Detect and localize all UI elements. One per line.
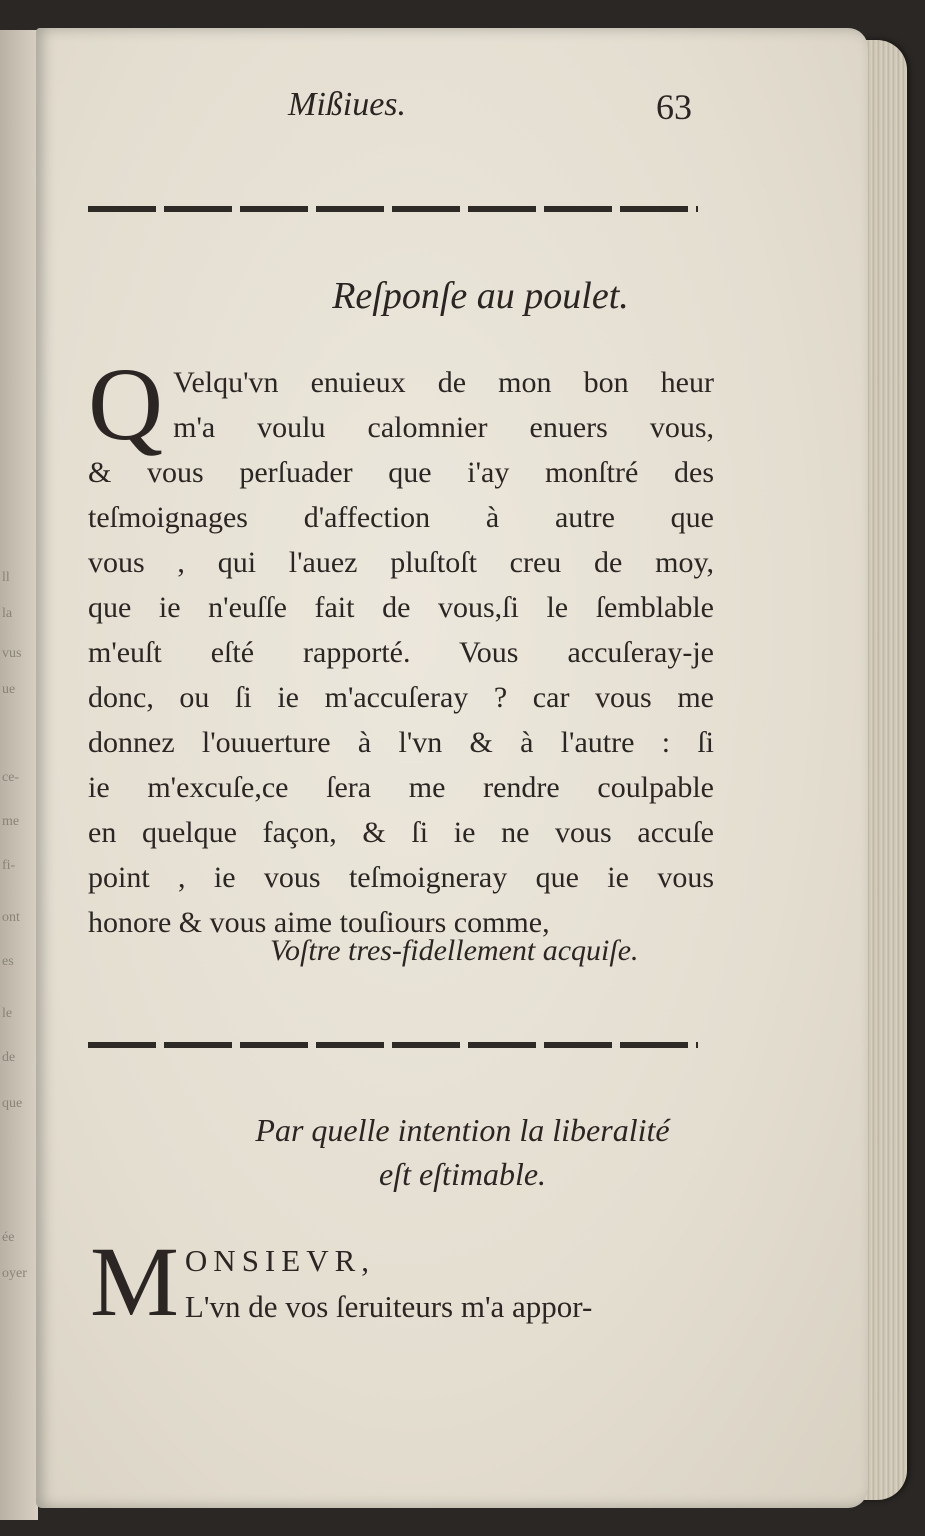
ornamental-rule	[88, 1042, 698, 1048]
text-line: L'vn de vos ſeruiteurs m'a appor-	[184, 1289, 593, 1324]
prev-page-fragment: la	[2, 606, 13, 621]
text-line: & vous perſuader que i'ay monſtré des	[88, 456, 714, 489]
text-line: honore & vous aime touſiours comme,	[88, 906, 550, 939]
title-line: Par quelle intention la liberalité	[255, 1112, 670, 1148]
text-line: teſmoignages d'affection à autre que	[88, 501, 714, 534]
letter-title: Reſponſe au poulet.	[332, 275, 629, 317]
prev-page-fragment: vus	[2, 646, 22, 661]
prev-page-fragment: ll	[2, 570, 10, 585]
text-line: en quelque façon, & ſi ie ne vous accuſe	[88, 816, 714, 849]
text-line: donnez l'ouuerture à l'vn & à l'autre : ſi	[88, 726, 714, 759]
prev-page-fragment: le	[2, 1006, 13, 1021]
signature: Voſtre tres-fidellement acquiſe.	[270, 934, 639, 967]
letter-title	[0, 1108, 925, 1196]
page-header	[0, 86, 925, 136]
text-line: m'a voulu calomnier enuers vous,	[173, 411, 714, 444]
text-line: m'euſt eſté rapporté. Vous accuſeray-je	[88, 636, 714, 669]
prev-page-fragment: que	[2, 1096, 23, 1111]
letter-opening	[90, 1226, 710, 1337]
prev-page-fragment: ue	[2, 682, 16, 697]
title-line: eſt eſtimable.	[378, 1156, 547, 1192]
text-line: vous , qui l'auez pluſtoſt creu de moy,	[88, 546, 714, 579]
running-head: Mißiues.	[288, 86, 407, 123]
salutation: ONSIEVR,	[184, 1243, 376, 1278]
prev-page-fragment: ont	[2, 910, 20, 925]
page-number: 63	[656, 87, 692, 127]
text-line: que ie n'euſſe fait de vous,ſi le ſemblable	[88, 591, 714, 624]
prev-page-fragment: me	[2, 814, 20, 829]
prev-page-fragment: ée	[2, 1230, 15, 1245]
text-line: point , ie vous teſmoigneray que ie vous	[88, 861, 714, 894]
prev-page-fragment: oyer	[2, 1266, 27, 1281]
text-line: Velqu'vn enuieux de mon bon heur	[173, 366, 714, 399]
prev-page-fragment: fi-	[2, 858, 16, 873]
text-line: donc, ou ſi ie m'accuſeray ? car vous me	[88, 681, 714, 714]
text-line: ie m'excuſe,ce ſera me rendre coulpable	[88, 771, 714, 804]
letter-body	[88, 347, 714, 945]
previous-page-edge	[0, 30, 38, 1520]
prev-page-fragment: de	[2, 1050, 16, 1065]
prev-page-fragment: ce-	[2, 770, 20, 785]
ornamental-rule	[88, 206, 698, 212]
prev-page-fragment: es	[2, 954, 14, 969]
drop-cap: M	[90, 1226, 179, 1337]
drop-cap: Q	[88, 347, 164, 462]
